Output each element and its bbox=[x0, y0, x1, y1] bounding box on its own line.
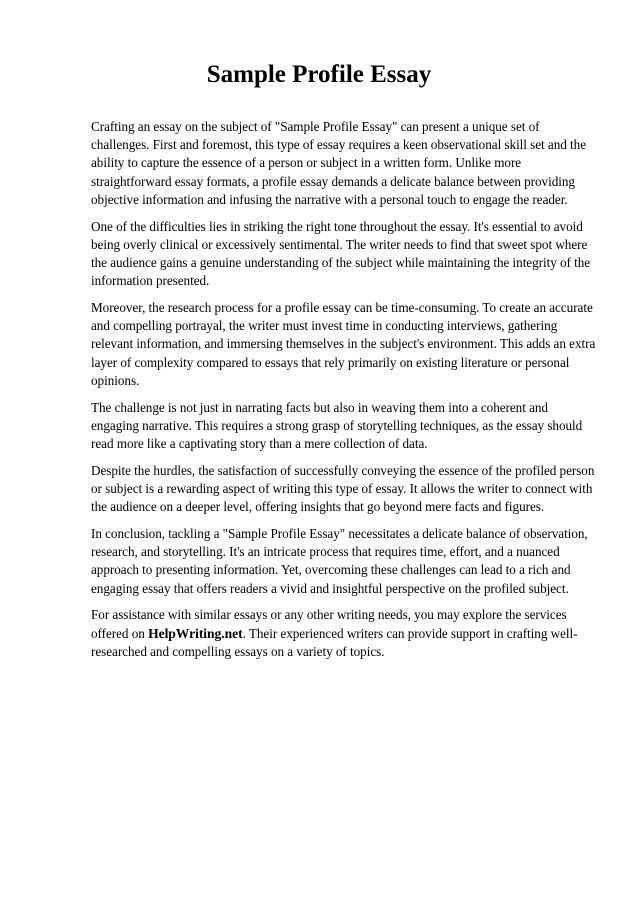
paragraph-5: Despite the hurdles, the satisfaction of successfully conveying the essence of the profiled person or subject is a rewarding aspect of writing this type of essay. It allows the writer to connect with the audience on a deeper level, offering insights that go beyond mere facts and figures. bbox=[91, 462, 595, 515]
paragraph-3: Moreover, the research process for a profile essay can be time-consuming. To create an accurate and compelling portrayal, the writer must invest time in conducting interviews, gathering relevant information, and immersing themselves in the subject's environment. This adds an extra layer of complexity compared to essays that rely primarily on existing literature or personal opinions. bbox=[91, 300, 596, 388]
document-title: Sample Profile Essay bbox=[206, 61, 432, 88]
closing-text-before: For assistance with similar essays or any other writing needs, you may explore the services offered on bbox=[91, 607, 567, 641]
paragraph-4: The challenge is not just in narrating facts but also in weaving them into a coherent and engaging narrative. This requires a strong grasp of storytelling techniques, as the essay should read more like a captivating story than a mere collection of data. bbox=[91, 399, 583, 452]
paragraph-1: Crafting an essay on the subject of "Sample Profile Essay" can present a unique set of challenges. First and foremost, this type of essay requires a keen observational skill set and the ability to capture the essence of a person or subject in a written form. Unlike more straightforward essay formats, a profile essay demands a delicate balance between providing objective information and infusing the narrative with a personal touch to engage the reader. bbox=[91, 119, 586, 207]
helpwriting-link[interactable]: HelpWriting.net bbox=[148, 625, 243, 641]
closing-text-after: . Their experienced writers can provide support in crafting well-researched and compelling essays on a variety of topics. bbox=[91, 625, 578, 659]
paragraph-6: In conclusion, tackling a "Sample Profile Essay" necessitates a delicate balance of observation, research, and storytelling. It's an intricate process that requires time, effort, and a nuanced approach to presenting information. Yet, overcoming these challenges can lead to a rich and engaging essay that offers readers a vivid and insightful perspective on the profiled subject. bbox=[91, 526, 588, 596]
document-body bbox=[91, 118, 597, 670]
paragraph-2: One of the difficulties lies in striking the right tone throughout the essay. It's essential to avoid being overly clinical or excessively sentimental. The writer needs to find that sweet spot where the audience gains a genuine understanding of the subject while maintaining the integrity of the information presented. bbox=[91, 218, 591, 289]
closing-paragraph bbox=[91, 606, 597, 661]
